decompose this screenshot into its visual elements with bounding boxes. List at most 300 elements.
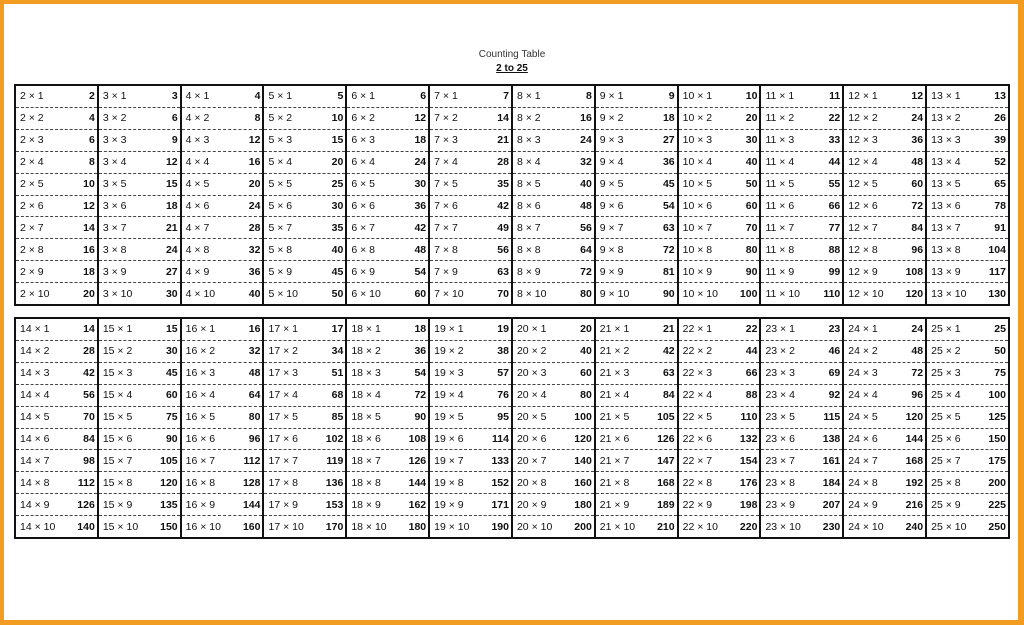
product-value: 26 xyxy=(994,112,1006,125)
product-value: 168 xyxy=(905,454,924,467)
table-cell xyxy=(513,108,594,130)
multiplication-expression: 25 × 3 xyxy=(931,367,961,380)
table-cell xyxy=(679,385,760,407)
table-cell xyxy=(844,341,925,363)
product-value: 84 xyxy=(911,221,924,234)
table-column-3 xyxy=(99,86,182,304)
table-cell xyxy=(844,319,925,341)
product-value: 24 xyxy=(580,134,592,147)
table-column-5 xyxy=(264,86,347,304)
product-value: 112 xyxy=(77,476,95,489)
multiplication-expression: 14 × 6 xyxy=(20,432,50,445)
multiplication-expression: 23 × 3 xyxy=(765,367,795,380)
table-cell xyxy=(596,516,677,537)
product-value: 44 xyxy=(828,156,841,169)
table-cell xyxy=(596,174,677,196)
table-cell xyxy=(99,516,180,537)
product-value: 160 xyxy=(242,520,261,533)
table-cell xyxy=(347,261,428,283)
product-value: 18 xyxy=(83,265,95,278)
product-value: 80 xyxy=(248,411,261,424)
product-value: 140 xyxy=(77,520,95,533)
multiplication-expression: 21 × 6 xyxy=(599,432,630,445)
table-cell xyxy=(761,450,842,472)
table-cell xyxy=(182,450,263,472)
multiplication-expression: 13 × 8 xyxy=(931,243,961,256)
product-value: 14 xyxy=(83,323,95,336)
multiplication-expression: 7 × 6 xyxy=(434,199,458,212)
table-cell xyxy=(679,363,760,385)
product-value: 40 xyxy=(745,156,758,169)
product-value: 45 xyxy=(331,265,344,278)
multiplication-expression: 8 × 8 xyxy=(516,243,541,256)
multiplication-expression: 8 × 6 xyxy=(516,199,541,212)
product-value: 100 xyxy=(988,389,1006,402)
table-cell xyxy=(347,385,428,407)
product-value: 57 xyxy=(497,367,509,380)
table-cell xyxy=(596,407,677,429)
multiplication-expression: 5 × 1 xyxy=(268,90,293,103)
table-cell xyxy=(927,385,1008,407)
multiplication-expression: 12 × 5 xyxy=(848,178,878,191)
multiplication-expression: 21 × 5 xyxy=(599,411,630,424)
product-value: 54 xyxy=(662,199,675,212)
product-value: 100 xyxy=(574,411,592,424)
product-value: 76 xyxy=(497,389,509,402)
table-column-21 xyxy=(596,319,679,537)
product-value: 24 xyxy=(165,243,178,256)
table-cell xyxy=(679,516,760,537)
table-cell xyxy=(347,283,428,304)
multiplication-expression: 9 × 8 xyxy=(599,243,624,256)
product-value: 110 xyxy=(823,287,841,300)
multiplication-expression: 10 × 7 xyxy=(682,221,713,234)
multiplication-expression: 10 × 3 xyxy=(682,134,713,147)
product-value: 170 xyxy=(325,520,344,533)
multiplication-expression: 25 × 2 xyxy=(931,345,961,358)
multiplication-expression: 3 × 3 xyxy=(102,134,127,147)
table-cell xyxy=(182,363,263,385)
product-value: 180 xyxy=(574,498,592,511)
product-value: 88 xyxy=(828,243,841,256)
multiplication-expression: 22 × 10 xyxy=(682,520,718,533)
table-cell xyxy=(596,239,677,261)
table-cell xyxy=(761,429,842,451)
multiplication-expression: 10 × 2 xyxy=(682,112,713,125)
table-cell xyxy=(430,494,511,516)
product-value: 117 xyxy=(988,265,1006,278)
multiplication-expression: 6 × 8 xyxy=(351,243,375,256)
product-value: 21 xyxy=(497,134,509,147)
table-cell xyxy=(761,196,842,218)
table-cell xyxy=(264,472,345,494)
table-cell xyxy=(844,86,925,108)
multiplication-expression: 22 × 4 xyxy=(682,389,713,402)
table-cell xyxy=(927,196,1008,218)
multiplication-expression: 23 × 5 xyxy=(765,411,795,424)
product-value: 90 xyxy=(745,265,758,278)
table-block-2 xyxy=(14,317,1010,539)
table-cell xyxy=(844,174,925,196)
table-cell xyxy=(264,516,345,537)
product-value: 28 xyxy=(248,221,261,234)
table-column-19 xyxy=(430,319,513,537)
multiplication-expression: 5 × 6 xyxy=(268,199,293,212)
product-value: 112 xyxy=(243,454,261,467)
table-cell xyxy=(347,152,428,174)
multiplication-expression: 23 × 8 xyxy=(765,476,795,489)
table-cell xyxy=(844,130,925,152)
table-cell xyxy=(596,130,677,152)
table-cell xyxy=(679,86,760,108)
multiplication-expression: 4 × 6 xyxy=(185,199,210,212)
product-value: 30 xyxy=(165,345,178,358)
product-value: 9 xyxy=(668,90,675,103)
table-cell xyxy=(596,217,677,239)
table-cell xyxy=(927,217,1008,239)
table-cell xyxy=(430,319,511,341)
table-cell xyxy=(927,319,1008,341)
multiplication-expression: 20 × 2 xyxy=(516,345,547,358)
table-cell xyxy=(927,152,1008,174)
table-cell xyxy=(927,341,1008,363)
table-cell xyxy=(264,283,345,304)
table-cell xyxy=(264,261,345,283)
table-cell xyxy=(264,217,345,239)
table-cell xyxy=(182,283,263,304)
multiplication-expression: 16 × 8 xyxy=(185,476,216,489)
product-value: 60 xyxy=(911,178,924,191)
product-value: 35 xyxy=(497,178,509,191)
multiplication-expression: 12 × 6 xyxy=(848,199,878,212)
multiplication-expression: 15 × 2 xyxy=(102,345,133,358)
table-cell xyxy=(844,108,925,130)
table-cell xyxy=(16,152,97,174)
multiplication-expression: 3 × 1 xyxy=(102,90,127,103)
table-cell xyxy=(761,319,842,341)
product-value: 21 xyxy=(165,221,178,234)
multiplication-expression: 8 × 10 xyxy=(516,287,547,300)
multiplication-expression: 14 × 3 xyxy=(20,367,50,380)
product-value: 80 xyxy=(745,243,758,256)
product-value: 230 xyxy=(822,520,841,533)
multiplication-expression: 17 × 8 xyxy=(268,476,298,489)
table-cell xyxy=(927,429,1008,451)
multiplication-expression: 9 × 4 xyxy=(599,156,624,169)
table-cell xyxy=(761,217,842,239)
product-value: 33 xyxy=(828,134,841,147)
product-value: 225 xyxy=(988,498,1006,511)
table-cell xyxy=(182,86,263,108)
table-cell xyxy=(596,429,677,451)
multiplication-expression: 21 × 4 xyxy=(599,389,630,402)
product-value: 52 xyxy=(994,156,1006,169)
product-value: 56 xyxy=(580,221,592,234)
table-cell xyxy=(513,319,594,341)
product-value: 60 xyxy=(580,367,592,380)
multiplication-expression: 14 × 9 xyxy=(20,498,50,511)
table-cell xyxy=(347,363,428,385)
product-value: 81 xyxy=(662,265,675,278)
table-cell xyxy=(347,341,428,363)
table-cell xyxy=(844,450,925,472)
product-value: 72 xyxy=(911,199,924,212)
table-cell xyxy=(679,261,760,283)
table-cell xyxy=(927,363,1008,385)
multiplication-expression: 7 × 10 xyxy=(434,287,464,300)
product-value: 200 xyxy=(988,476,1006,489)
product-value: 35 xyxy=(331,221,344,234)
multiplication-expression: 21 × 7 xyxy=(599,454,630,467)
multiplication-expression: 25 × 4 xyxy=(931,389,961,402)
table-cell xyxy=(927,516,1008,537)
product-value: 44 xyxy=(745,345,758,358)
product-value: 20 xyxy=(83,287,95,300)
table-cell xyxy=(513,429,594,451)
table-cell xyxy=(16,472,97,494)
product-value: 10 xyxy=(331,112,344,125)
multiplication-expression: 3 × 2 xyxy=(102,112,127,125)
multiplication-expression: 6 × 10 xyxy=(351,287,381,300)
multiplication-expression: 8 × 1 xyxy=(516,90,541,103)
product-value: 14 xyxy=(83,221,95,234)
multiplication-expression: 10 × 4 xyxy=(682,156,713,169)
multiplication-expression: 5 × 10 xyxy=(268,287,298,300)
multiplication-expression: 16 × 6 xyxy=(185,432,216,445)
table-cell xyxy=(99,472,180,494)
table-cell xyxy=(430,407,511,429)
product-value: 63 xyxy=(662,221,675,234)
table-column-11 xyxy=(761,86,844,304)
table-cell xyxy=(596,341,677,363)
multiplication-expression: 10 × 6 xyxy=(682,199,713,212)
product-value: 72 xyxy=(662,243,675,256)
multiplication-expression: 18 × 7 xyxy=(351,454,381,467)
table-cell xyxy=(182,261,263,283)
multiplication-expression: 18 × 10 xyxy=(351,520,387,533)
product-value: 154 xyxy=(739,454,758,467)
multiplication-expression: 16 × 9 xyxy=(185,498,216,511)
multiplication-expression: 9 × 1 xyxy=(599,90,624,103)
multiplication-expression: 11 × 4 xyxy=(765,156,795,169)
multiplication-expression: 12 × 1 xyxy=(848,90,878,103)
multiplication-expression: 14 × 4 xyxy=(20,389,50,402)
product-value: 92 xyxy=(828,389,841,402)
multiplication-expression: 14 × 8 xyxy=(20,476,50,489)
table-cell xyxy=(430,152,511,174)
table-cell xyxy=(513,283,594,304)
product-value: 150 xyxy=(988,432,1006,445)
document-title: Counting Table xyxy=(478,49,546,60)
product-value: 36 xyxy=(248,265,261,278)
product-value: 216 xyxy=(905,498,924,511)
table-cell xyxy=(347,407,428,429)
multiplication-expression: 9 × 5 xyxy=(599,178,624,191)
table-cell xyxy=(513,494,594,516)
product-value: 144 xyxy=(408,476,427,489)
table-column-4 xyxy=(182,86,265,304)
product-value: 144 xyxy=(905,432,924,445)
table-cell xyxy=(99,450,180,472)
multiplication-expression: 9 × 10 xyxy=(599,287,630,300)
multiplication-expression: 17 × 5 xyxy=(268,411,298,424)
table-cell xyxy=(16,363,97,385)
product-value: 4 xyxy=(254,90,261,103)
table-cell xyxy=(16,174,97,196)
table-cell xyxy=(513,86,594,108)
table-cell xyxy=(513,239,594,261)
multiplication-expression: 19 × 9 xyxy=(434,498,464,511)
product-value: 40 xyxy=(248,287,261,300)
multiplication-expression: 2 × 2 xyxy=(20,112,44,125)
multiplication-expression: 2 × 9 xyxy=(20,265,44,278)
multiplication-expression: 17 × 10 xyxy=(268,520,304,533)
product-value: 80 xyxy=(580,389,592,402)
product-value: 171 xyxy=(491,498,509,511)
multiplication-expression: 23 × 10 xyxy=(765,520,801,533)
table-cell xyxy=(347,494,428,516)
table-cell xyxy=(99,407,180,429)
table-cell xyxy=(99,152,180,174)
table-cell xyxy=(182,472,263,494)
multiplication-expression: 19 × 8 xyxy=(434,476,464,489)
multiplication-expression: 20 × 10 xyxy=(516,520,553,533)
product-value: 42 xyxy=(83,367,95,380)
multiplication-expression: 16 × 2 xyxy=(185,345,216,358)
multiplication-expression: 20 × 3 xyxy=(516,367,547,380)
product-value: 64 xyxy=(248,389,261,402)
table-cell xyxy=(761,472,842,494)
product-value: 125 xyxy=(988,411,1006,424)
product-value: 68 xyxy=(331,389,344,402)
table-cell xyxy=(513,341,594,363)
product-value: 27 xyxy=(662,134,675,147)
multiplication-expression: 4 × 4 xyxy=(185,156,210,169)
multiplication-expression: 2 × 8 xyxy=(20,243,44,256)
multiplication-expression: 4 × 5 xyxy=(185,178,210,191)
table-cell xyxy=(264,108,345,130)
multiplication-expression: 7 × 1 xyxy=(434,90,458,103)
table-cell xyxy=(679,152,760,174)
table-cell xyxy=(99,429,180,451)
product-value: 207 xyxy=(822,498,841,511)
product-value: 70 xyxy=(745,221,758,234)
table-cell xyxy=(347,108,428,130)
table-cell xyxy=(347,196,428,218)
product-value: 50 xyxy=(331,287,344,300)
product-value: 168 xyxy=(657,476,675,489)
product-value: 15 xyxy=(331,134,344,147)
table-cell xyxy=(347,516,428,537)
product-value: 30 xyxy=(414,178,427,191)
multiplication-expression: 13 × 2 xyxy=(931,112,961,125)
table-cell xyxy=(927,239,1008,261)
table-cell xyxy=(182,174,263,196)
table-cell xyxy=(761,407,842,429)
product-value: 3 xyxy=(171,90,178,103)
multiplication-expression: 22 × 8 xyxy=(682,476,713,489)
table-cell xyxy=(182,217,263,239)
multiplication-expression: 17 × 2 xyxy=(268,345,298,358)
multiplication-expression: 10 × 1 xyxy=(682,90,713,103)
multiplication-expression: 4 × 8 xyxy=(185,243,210,256)
product-value: 28 xyxy=(83,345,95,358)
product-value: 34 xyxy=(331,345,344,358)
table-cell xyxy=(347,86,428,108)
table-cell xyxy=(264,319,345,341)
table-cell xyxy=(182,108,263,130)
table-cell xyxy=(99,261,180,283)
multiplication-expression: 7 × 9 xyxy=(434,265,458,278)
multiplication-expression: 3 × 8 xyxy=(102,243,127,256)
table-cell xyxy=(264,429,345,451)
multiplication-expression: 21 × 1 xyxy=(599,323,630,336)
table-cell xyxy=(347,472,428,494)
multiplication-expression: 11 × 3 xyxy=(765,134,795,147)
table-cell xyxy=(264,130,345,152)
multiplication-expression: 4 × 7 xyxy=(185,221,210,234)
table-cell xyxy=(182,429,263,451)
table-column-12 xyxy=(844,86,927,304)
product-value: 48 xyxy=(580,199,592,212)
multiplication-expression: 15 × 10 xyxy=(102,520,139,533)
multiplication-expression: 23 × 6 xyxy=(765,432,795,445)
product-value: 162 xyxy=(408,498,427,511)
multiplication-expression: 19 × 6 xyxy=(434,432,464,445)
multiplication-expression: 17 × 7 xyxy=(268,454,298,467)
product-value: 102 xyxy=(325,432,344,445)
product-value: 42 xyxy=(662,345,675,358)
product-value: 18 xyxy=(414,134,427,147)
product-value: 56 xyxy=(83,389,95,402)
product-value: 140 xyxy=(574,454,592,467)
table-cell xyxy=(16,516,97,537)
multiplication-expression: 8 × 5 xyxy=(516,178,541,191)
product-value: 96 xyxy=(911,243,924,256)
multiplication-expression: 7 × 8 xyxy=(434,243,458,256)
product-value: 130 xyxy=(988,287,1006,300)
table-cell xyxy=(16,130,97,152)
multiplication-expression: 11 × 6 xyxy=(765,199,795,212)
multiplication-expression: 4 × 3 xyxy=(185,134,210,147)
table-cell xyxy=(182,494,263,516)
table-cell xyxy=(513,196,594,218)
multiplication-expression: 21 × 10 xyxy=(599,520,636,533)
multiplication-expression: 24 × 6 xyxy=(848,432,878,445)
table-column-9 xyxy=(596,86,679,304)
product-value: 120 xyxy=(160,476,178,489)
product-value: 180 xyxy=(408,520,427,533)
table-cell xyxy=(844,516,925,537)
product-value: 45 xyxy=(165,367,178,380)
table-cell xyxy=(761,261,842,283)
multiplication-expression: 7 × 7 xyxy=(434,221,458,234)
table-column-13 xyxy=(927,86,1008,304)
multiplication-expression: 9 × 9 xyxy=(599,265,624,278)
table-cell xyxy=(99,341,180,363)
multiplication-expression: 20 × 5 xyxy=(516,411,547,424)
multiplication-expression: 2 × 6 xyxy=(20,199,44,212)
product-value: 18 xyxy=(165,199,178,212)
multiplication-expression: 23 × 4 xyxy=(765,389,795,402)
multiplication-expression: 2 × 4 xyxy=(20,156,44,169)
product-value: 39 xyxy=(994,134,1006,147)
table-cell xyxy=(347,239,428,261)
product-value: 152 xyxy=(491,476,509,489)
product-value: 10 xyxy=(745,90,758,103)
product-value: 126 xyxy=(408,454,427,467)
table-cell xyxy=(513,450,594,472)
